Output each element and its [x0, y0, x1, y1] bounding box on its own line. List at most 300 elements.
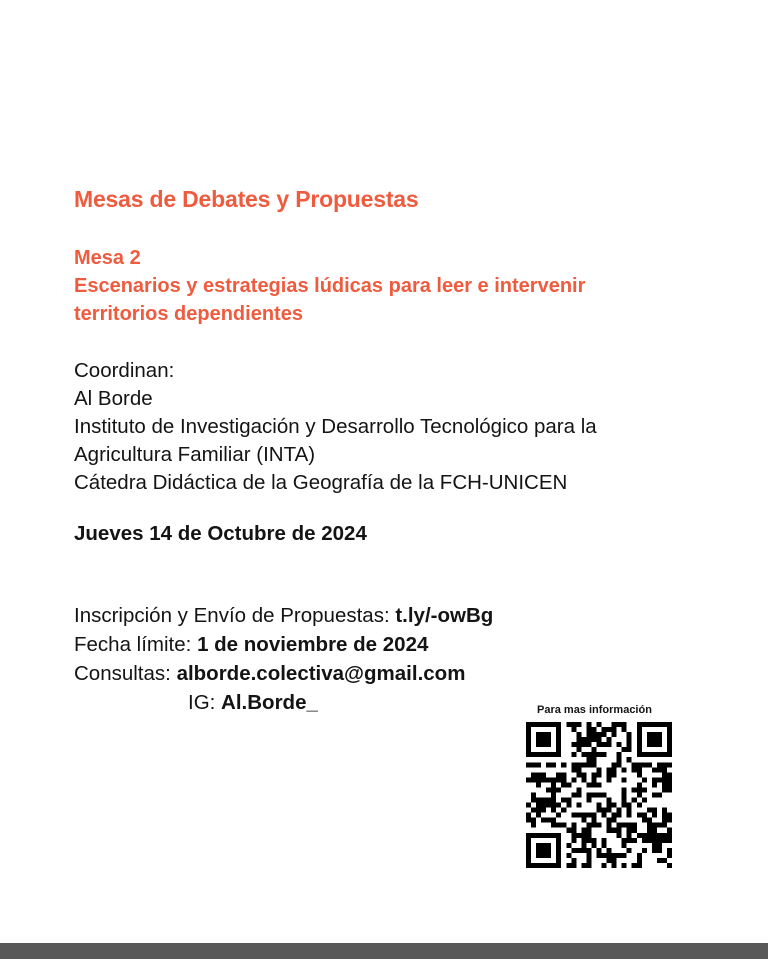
- qr-module: [607, 803, 612, 808]
- qr-module: [551, 782, 556, 787]
- qr-module: [596, 848, 601, 853]
- qr-module: [551, 823, 556, 828]
- qr-module: [657, 792, 662, 797]
- qr-module: [637, 767, 642, 772]
- qr-module: [662, 838, 667, 843]
- qr-module: [591, 823, 596, 828]
- qr-module: [581, 848, 586, 853]
- qr-module: [662, 767, 667, 772]
- qr-module: [571, 828, 576, 833]
- qr-module: [586, 742, 591, 747]
- qr-module: [556, 787, 561, 792]
- qr-module: [586, 762, 591, 767]
- qr-module: [581, 843, 586, 848]
- registration-label: Inscripción y Envío de Propuestas:: [74, 604, 390, 627]
- qr-module: [637, 762, 642, 767]
- qr-module: [607, 777, 612, 782]
- qr-module: [607, 828, 612, 833]
- page-title: Mesas de Debates y Propuestas: [74, 186, 419, 212]
- qr-module: [556, 742, 561, 747]
- qr-module: [667, 747, 672, 752]
- qr-module: [571, 858, 576, 863]
- qr-module: [586, 863, 591, 868]
- qr-module: [576, 742, 581, 747]
- qr-module: [526, 838, 531, 843]
- qr-module: [546, 752, 551, 757]
- qr-module: [571, 752, 576, 757]
- qr-module: [622, 787, 627, 792]
- qr-module: [642, 787, 647, 792]
- qr-module: [607, 853, 612, 858]
- qr-module: [607, 727, 612, 732]
- qr-module: [551, 792, 556, 797]
- qr-module: [637, 747, 642, 752]
- qr-module: [576, 813, 581, 818]
- qr-module: [657, 858, 662, 863]
- qr-module: [556, 777, 561, 782]
- qr-module: [607, 848, 612, 853]
- qr-module: [536, 813, 541, 818]
- qr-module: [566, 782, 571, 787]
- qr-module: [526, 818, 531, 823]
- qr-module: [637, 813, 642, 818]
- qr-module: [531, 823, 536, 828]
- qr-module: [622, 803, 627, 808]
- qr-module: [586, 732, 591, 737]
- qr-module: [632, 823, 637, 828]
- qr-module: [546, 863, 551, 868]
- qr-module: [591, 782, 596, 787]
- coordinators-block: [74, 357, 754, 497]
- qr-module: [637, 803, 642, 808]
- qr-module: [526, 803, 531, 808]
- qr-module: [667, 762, 672, 767]
- qr-module: [526, 722, 531, 727]
- qr-module: [576, 767, 581, 772]
- qr-module: [652, 848, 657, 853]
- qr-module: [627, 803, 632, 808]
- qr-module: [607, 858, 612, 863]
- qr-module: [662, 858, 667, 863]
- qr-module: [637, 858, 642, 863]
- qr-module: [617, 808, 622, 813]
- qr-module: [571, 727, 576, 732]
- qr-module: [612, 732, 617, 737]
- qr-module: [531, 798, 536, 803]
- qr-module: [622, 843, 627, 848]
- qr-module: [551, 777, 556, 782]
- qr-module: [586, 782, 591, 787]
- qr-module: [612, 727, 617, 732]
- qr-module: [576, 792, 581, 797]
- qr-module: [667, 782, 672, 787]
- qr-module: [627, 747, 632, 752]
- qr-module: [556, 858, 561, 863]
- qr-module: [637, 737, 642, 742]
- qr-module: [586, 792, 591, 797]
- qr-module: [647, 722, 652, 727]
- qr-module: [622, 777, 627, 782]
- qr-module: [531, 722, 536, 727]
- qr-module: [546, 722, 551, 727]
- qr-module: [652, 777, 657, 782]
- registration-row: [74, 601, 634, 630]
- qr-module: [536, 798, 541, 803]
- qr-module: [546, 818, 551, 823]
- qr-module: [541, 803, 546, 808]
- qr-module: [662, 752, 667, 757]
- mesa-subtitle-line-1: Escenarios y estrategias lúdicas para leer e intervenir: [74, 275, 586, 297]
- ig-handle[interactable]: Al.Borde_: [221, 691, 318, 714]
- qr-module: [637, 722, 642, 727]
- mesa-section: [74, 244, 734, 328]
- qr-module: [566, 843, 571, 848]
- qr-module: [586, 722, 591, 727]
- qr-module: [657, 767, 662, 772]
- qr-module: [662, 808, 667, 813]
- qr-module: [652, 782, 657, 787]
- coordinator-line: Agricultura Familiar (INTA): [74, 443, 316, 466]
- mesa-subtitle-line-2: territorios dependientes: [74, 303, 303, 325]
- qr-module: [531, 792, 536, 797]
- qr-module: [581, 772, 586, 777]
- qr-module: [586, 853, 591, 858]
- qr-module: [662, 813, 667, 818]
- qr-module: [556, 722, 561, 727]
- qr-module: [657, 838, 662, 843]
- qr-module: [576, 737, 581, 742]
- qr-module: [546, 833, 551, 838]
- qr-module: [551, 833, 556, 838]
- qr-module: [546, 742, 551, 747]
- qr-module: [612, 828, 617, 833]
- qr-module: [536, 742, 541, 747]
- qr-module: [602, 863, 607, 868]
- qr-module: [647, 818, 652, 823]
- qr-module: [667, 787, 672, 792]
- qr-module: [607, 737, 612, 742]
- qr-module: [586, 823, 591, 828]
- qr-module: [566, 803, 571, 808]
- qr-module: [652, 843, 657, 848]
- qr-module: [667, 777, 672, 782]
- coordinator-line: Cátedra Didáctica de la Geografía de la FCH-UNICEN: [74, 471, 568, 494]
- queries-row: [74, 659, 634, 688]
- qr-module: [541, 742, 546, 747]
- qr-module: [667, 752, 672, 757]
- qr-module: [652, 752, 657, 757]
- qr-module: [622, 823, 627, 828]
- qr-module: [581, 742, 586, 747]
- qr-module: [546, 732, 551, 737]
- qr-module: [627, 828, 632, 833]
- qr-module: [531, 833, 536, 838]
- qr-module: [526, 813, 531, 818]
- qr-module: [536, 762, 541, 767]
- qr-module: [586, 727, 591, 732]
- qr-module: [612, 767, 617, 772]
- qr-module: [566, 798, 571, 803]
- qr-module: [571, 813, 576, 818]
- qr-module: [561, 782, 566, 787]
- qr-module: [662, 782, 667, 787]
- qr-module: [571, 823, 576, 828]
- mesa-number: Mesa 2: [74, 247, 141, 269]
- qr-module: [591, 747, 596, 752]
- qr-module: [602, 752, 607, 757]
- qr-module: [622, 838, 627, 843]
- qr-module: [596, 767, 601, 772]
- qr-module: [617, 722, 622, 727]
- qr-module: [617, 853, 622, 858]
- qr-module: [561, 762, 566, 767]
- qr-module: [556, 732, 561, 737]
- qr-module: [642, 833, 647, 838]
- qr-module: [556, 863, 561, 868]
- qr-module: [642, 813, 647, 818]
- qr-caption: Para mas información: [537, 704, 652, 716]
- qr-module: [632, 828, 637, 833]
- qr-module: [526, 843, 531, 848]
- qr-module: [541, 798, 546, 803]
- qr-module: [602, 742, 607, 747]
- qr-module: [662, 823, 667, 828]
- qr-module: [551, 803, 556, 808]
- qr-module: [591, 757, 596, 762]
- qr-module: [591, 772, 596, 777]
- qr-module: [622, 792, 627, 797]
- qr-module: [581, 752, 586, 757]
- qr-module: [632, 863, 637, 868]
- qr-module: [551, 762, 556, 767]
- qr-module: [591, 762, 596, 767]
- qr-module: [632, 838, 637, 843]
- qr-module: [591, 818, 596, 823]
- qr-module: [586, 848, 591, 853]
- qr-module: [657, 833, 662, 838]
- qr-module: [556, 772, 561, 777]
- qr-module: [526, 732, 531, 737]
- email-link[interactable]: alborde.colectiva@gmail.com: [176, 662, 466, 685]
- qr-module: [667, 838, 672, 843]
- qr-module: [541, 808, 546, 813]
- qr-module: [607, 772, 612, 777]
- qr-module: [556, 843, 561, 848]
- qr-module: [617, 813, 622, 818]
- qr-module: [551, 863, 556, 868]
- qr-module: [551, 808, 556, 813]
- qr-module: [647, 752, 652, 757]
- qr-module: [536, 752, 541, 757]
- qr-module: [652, 767, 657, 772]
- qr-module: [657, 843, 662, 848]
- qr-module: [642, 722, 647, 727]
- qr-module: [531, 762, 536, 767]
- qr-module: [602, 843, 607, 848]
- qr-module: [652, 808, 657, 813]
- qr-module: [652, 722, 657, 727]
- qr-module: [571, 792, 576, 797]
- qr-module: [657, 762, 662, 767]
- qr-module: [526, 762, 531, 767]
- qr-module: [602, 838, 607, 843]
- qr-module: [596, 808, 601, 813]
- qr-module: [627, 813, 632, 818]
- qr-module: [541, 737, 546, 742]
- qr-module: [657, 823, 662, 828]
- qr-module: [642, 798, 647, 803]
- qr-module: [637, 863, 642, 868]
- qr-module: [541, 848, 546, 853]
- qr-module: [627, 732, 632, 737]
- qr-module: [667, 818, 672, 823]
- qr-module: [536, 863, 541, 868]
- ig-label: IG:: [188, 691, 216, 714]
- qr-module: [632, 767, 637, 772]
- qr-module: [612, 863, 617, 868]
- qr-module: [622, 853, 627, 858]
- qr-module: [612, 813, 617, 818]
- qr-module: [607, 823, 612, 828]
- qr-module: [541, 777, 546, 782]
- qr-module: [642, 762, 647, 767]
- qr-module: [617, 823, 622, 828]
- qr-module: [627, 808, 632, 813]
- qr-module: [541, 722, 546, 727]
- qr-module: [647, 732, 652, 737]
- qr-module: [612, 762, 617, 767]
- qr-module: [546, 848, 551, 853]
- qr-module: [627, 838, 632, 843]
- qr-module: [596, 732, 601, 737]
- qr-module: [637, 772, 642, 777]
- qr-code-icon[interactable]: [526, 722, 672, 868]
- qr-module: [556, 737, 561, 742]
- qr-module: [652, 792, 657, 797]
- qr-module: [581, 737, 586, 742]
- qr-module: [586, 757, 591, 762]
- qr-module: [667, 813, 672, 818]
- qr-module: [612, 858, 617, 863]
- qr-module: [652, 833, 657, 838]
- qr-module: [632, 798, 637, 803]
- qr-module: [591, 838, 596, 843]
- qr-module: [657, 752, 662, 757]
- qr-module: [576, 762, 581, 767]
- qr-module: [627, 848, 632, 853]
- registration-link[interactable]: t.ly/-owBg: [395, 604, 494, 627]
- qr-module: [551, 787, 556, 792]
- qr-module: [531, 772, 536, 777]
- qr-module: [536, 732, 541, 737]
- qr-module: [546, 737, 551, 742]
- qr-module: [602, 792, 607, 797]
- qr-module: [531, 808, 536, 813]
- qr-module: [637, 752, 642, 757]
- qr-module: [647, 823, 652, 828]
- qr-module: [551, 798, 556, 803]
- qr-module: [642, 848, 647, 853]
- qr-module: [647, 828, 652, 833]
- qr-module: [617, 757, 622, 762]
- qr-module: [657, 742, 662, 747]
- qr-module: [602, 732, 607, 737]
- bottom-bar: [0, 943, 768, 959]
- qr-module: [541, 853, 546, 858]
- qr-module: [576, 787, 581, 792]
- qr-module: [596, 782, 601, 787]
- qr-module: [591, 792, 596, 797]
- qr-module: [581, 762, 586, 767]
- qr-module: [662, 777, 667, 782]
- qr-module: [596, 752, 601, 757]
- qr-module: [662, 762, 667, 767]
- qr-module: [652, 742, 657, 747]
- qr-module: [536, 803, 541, 808]
- qr-module: [556, 803, 561, 808]
- qr-module: [556, 833, 561, 838]
- qr-module: [647, 742, 652, 747]
- qr-module: [531, 818, 536, 823]
- qr-module: [571, 863, 576, 868]
- coordinator-line: Instituto de Investigación y Desarrollo Tecnológico para la: [74, 415, 597, 438]
- qr-module: [627, 757, 632, 762]
- qr-module: [536, 848, 541, 853]
- qr-module: [546, 803, 551, 808]
- qr-module: [551, 752, 556, 757]
- qr-module: [526, 752, 531, 757]
- qr-module: [541, 833, 546, 838]
- contact-block: [74, 601, 634, 717]
- qr-module: [586, 858, 591, 863]
- qr-module: [581, 777, 586, 782]
- qr-module: [556, 848, 561, 853]
- qr-module: [642, 818, 647, 823]
- qr-module: [566, 722, 571, 727]
- deadline-value: 1 de noviembre de 2024: [197, 633, 429, 656]
- qr-module: [576, 772, 581, 777]
- qr-module: [576, 803, 581, 808]
- qr-module: [627, 833, 632, 838]
- qr-module: [556, 752, 561, 757]
- qr-module: [662, 818, 667, 823]
- qr-module: [667, 737, 672, 742]
- qr-module: [657, 732, 662, 737]
- qr-module: [662, 772, 667, 777]
- qr-module: [591, 843, 596, 848]
- qr-module: [622, 747, 627, 752]
- qr-module: [617, 828, 622, 833]
- qr-module: [612, 772, 617, 777]
- qr-module: [637, 732, 642, 737]
- qr-module: [546, 787, 551, 792]
- qr-module: [531, 752, 536, 757]
- qr-module: [652, 828, 657, 833]
- qr-module: [576, 848, 581, 853]
- qr-module: [591, 813, 596, 818]
- coordinator-line: Al Borde: [74, 387, 153, 410]
- qr-module: [586, 813, 591, 818]
- qr-module: [622, 798, 627, 803]
- qr-module: [667, 848, 672, 853]
- qr-module: [586, 798, 591, 803]
- qr-module: [657, 737, 662, 742]
- qr-module: [536, 853, 541, 858]
- qr-module: [652, 813, 657, 818]
- qr-module: [526, 848, 531, 853]
- qr-module: [667, 853, 672, 858]
- qr-module: [596, 722, 601, 727]
